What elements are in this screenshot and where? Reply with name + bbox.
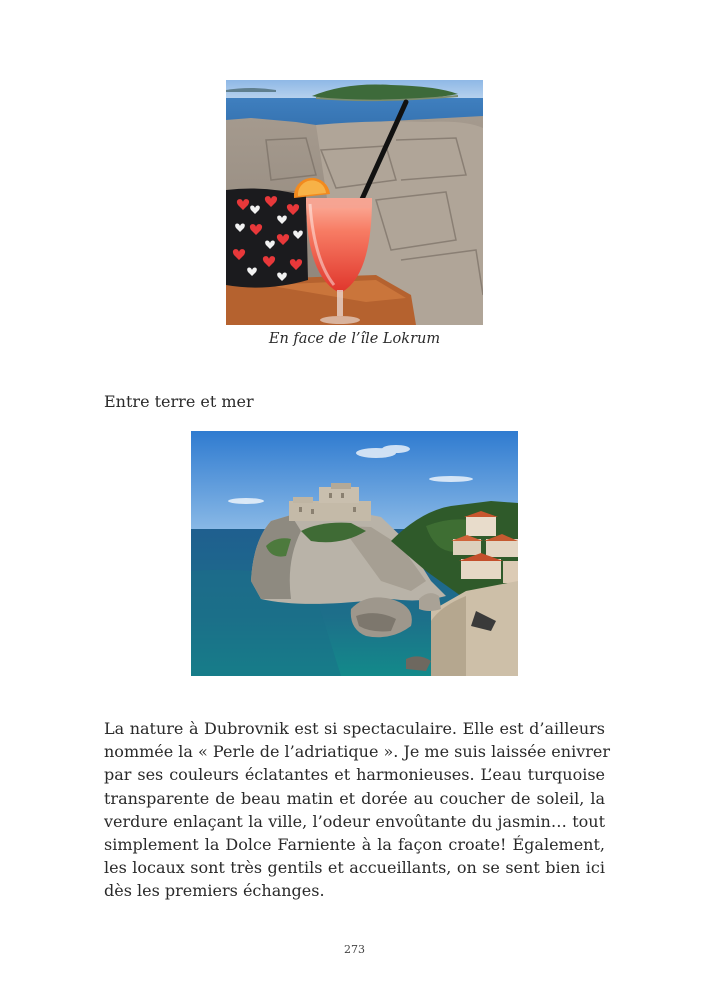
photo-caption: En face de l’île Lokrum (268, 331, 441, 347)
body-line: par ses couleurs éclatantes et harmonieuses. L’eau turquoise (104, 765, 605, 785)
body-line: simplement la Dolce Farniente à la façon croate! Également, (104, 835, 605, 855)
body-line: nommée la « Perle de l’adriatique ». Je me suis laissée enivrer (104, 742, 610, 762)
fortress-photo-graphic (191, 431, 518, 676)
cocktail-photo (226, 80, 483, 325)
body-line: verdure enlaçant la ville, l’odeur envoûtante du jasmin… tout (104, 811, 605, 831)
section-heading: Entre terre et mer (104, 392, 254, 411)
body-line: La nature à Dubrovnik est si spectaculaire. Elle est d’ailleurs (104, 719, 605, 738)
cocktail-photo-graphic (226, 80, 483, 325)
page-number: 273 (344, 943, 365, 956)
body-line: les locaux sont très gentils et accueillants, on se sent bien ici (104, 858, 605, 878)
body-paragraph (104, 717, 610, 903)
body-line: transparente de beau matin et dorée au coucher de soleil, la (104, 788, 605, 808)
body-line: dès les premiers échanges. (104, 881, 325, 901)
fortress-photo (191, 431, 518, 676)
